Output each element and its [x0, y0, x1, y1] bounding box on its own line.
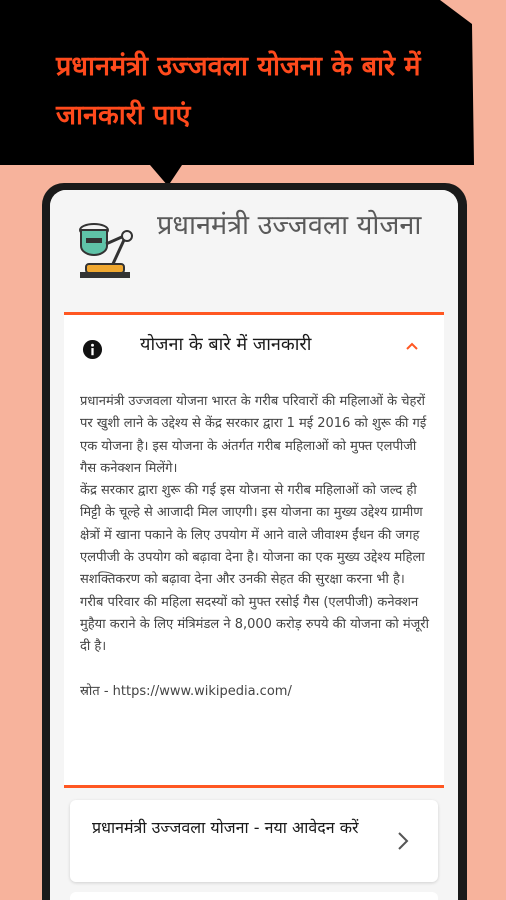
app-title: प्रधानमंत्री उज्जवला योजना	[157, 210, 422, 241]
info-paragraph: गरीब परिवार की महिला सदस्यों को मुफ्त रसोई गैस (एलपीजी) कनेक्शन मुहैया कराने के लिए मंत्रिमंडल ने 8,000 करोड़ रुपये की योजना को मंजूरी दी है।	[80, 594, 429, 655]
gas-stove-mascot-icon	[72, 214, 142, 284]
chevron-up-icon[interactable]	[404, 339, 420, 355]
promo-headline: प्रधानमंत्री उज्जवला योजना के बारे में जानकारी पाएं	[56, 51, 421, 131]
info-paragraph: केंद्र सरकार द्वारा शुरू की गई इस योजना से गरीब महिलाओं को जल्द ही मिट्टी के चूल्हे से आजादी मिल जाएगी। इस योजना का मुख्य उद्देश्य ग्रामीण क्षेत्रों में खाना पकाने के लिए उपयोग में आने वाले जीवाश्म ईंधन की जगह एलपीजी के उपयोग को बढ़ावा देना है। योजना का एक मुख्य उद्देश्य महिला सशक्तिकरण को बढ़ावा देना और उनकी सेहत की सुरक्षा करना भी है।	[80, 483, 425, 588]
chevron-right-icon	[392, 830, 414, 852]
app-screen	[50, 190, 458, 900]
info-accordion-body	[80, 391, 430, 703]
info-icon	[82, 339, 103, 360]
info-paragraph: प्रधानमंत्री उज्जवला योजना भारत के गरीब परिवारों की महिलाओं के चेहरों पर खुशी लाने के उद्देश्य से केंद्र सरकार द्वारा 1 मई 2016 को शुरू की गई एक योजना है। इस योजना के अंतर्गत गरीब महिलाओं को मुफ्त एलपीजी गैस कनेक्शन मिलेंगे।	[80, 394, 427, 476]
info-accordion	[64, 312, 444, 788]
new-application-label: प्रधानमंत्री उज्जवला योजना - नया आवेदन करें	[92, 818, 359, 837]
source-text: स्रोत - https://www.wikipedia.com/	[80, 683, 292, 699]
app-header	[50, 190, 458, 310]
new-application-button[interactable]	[70, 800, 438, 882]
next-list-item[interactable]	[70, 892, 438, 900]
info-accordion-title: योजना के बारे में जानकारी	[140, 334, 312, 355]
info-accordion-header[interactable]	[64, 315, 444, 375]
